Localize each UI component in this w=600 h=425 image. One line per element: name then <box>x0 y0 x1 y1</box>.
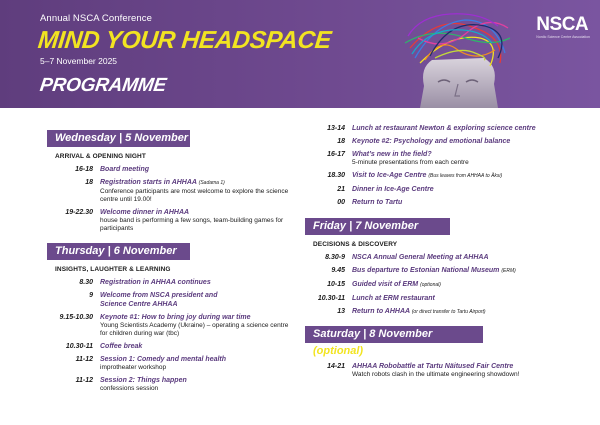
schedule-item <box>305 307 585 317</box>
section-heading: INSIGHTS, LAUGHTER & LEARNING <box>55 266 171 273</box>
item-title: Return to AHHAA (or direct transfer to Tartu Airport) <box>352 308 486 315</box>
day-label: Friday | 7 November <box>305 218 450 235</box>
item-time: 11-12 <box>75 356 93 363</box>
day-saturday <box>305 326 585 379</box>
item-note: (ERM) <box>501 268 516 274</box>
day-label: Thursday | 6 November <box>47 243 190 260</box>
item-description: confessions session <box>100 385 159 392</box>
item-time: 8.30 <box>79 279 93 286</box>
item-time: 16-17 <box>327 151 345 158</box>
item-title: What’s new in the field? <box>352 151 432 158</box>
item-time: 16-18 <box>75 166 93 173</box>
schedule-item <box>305 124 585 133</box>
schedule-item <box>47 291 297 309</box>
day-friday <box>305 216 585 317</box>
item-description: Watch robots clash in the ultimate engineering showdown! <box>352 371 520 378</box>
item-description: house band is performing a few songs, team-building games for participants <box>100 217 284 232</box>
item-description: 5-minute presentations from each centre <box>352 159 469 166</box>
item-title: Return to Tartu <box>352 199 403 206</box>
conference-title: MIND YOUR HEADSPACE <box>36 27 333 54</box>
schedule-item <box>47 313 297 338</box>
item-title: Bus departure to Estonian National Museum (ERM) <box>352 267 516 274</box>
item-time: 10.30-11 <box>65 343 93 350</box>
logo-tagline: Nordic Science Centre Association <box>536 35 590 39</box>
item-description: improtheater workshop <box>100 364 167 371</box>
schedule-item <box>305 294 585 303</box>
item-description: Young Scientists Academy (Ukraine) – operating a science centre for children during war (tbc) <box>100 322 289 337</box>
item-title: Guided visit of ERM (optional) <box>352 281 441 288</box>
item-title: NSCA Annual General Meeting at AHHAA <box>352 254 489 261</box>
item-time: 9 <box>89 292 93 299</box>
right-column <box>305 124 585 383</box>
item-note: (optional) <box>420 282 441 288</box>
nsca-logo <box>536 14 590 39</box>
logo-mark: NSCA <box>536 14 589 35</box>
item-title: Registration starts in AHHAA (Sadama 1) <box>100 179 225 186</box>
item-time: 14-21 <box>327 363 345 370</box>
schedule-item <box>47 342 297 351</box>
item-time: 10.30-11 <box>317 295 345 302</box>
item-time: 9.45 <box>331 267 345 274</box>
schedule-item <box>47 278 297 287</box>
day-label: Saturday | 8 November (optional) <box>305 326 483 343</box>
item-time: 8.30-9 <box>325 254 345 261</box>
item-title: Welcome from NSCA president and Science Centre AHHAA <box>100 292 218 308</box>
item-time: 00 <box>337 199 345 206</box>
section-heading: DECISIONS & DISCOVERY <box>313 241 398 248</box>
item-time: 18 <box>337 138 345 145</box>
item-time: 18 <box>85 179 93 186</box>
item-title: Visit to Ice-Age Centre (Bus leaves from AHHAA to Äksi) <box>352 172 503 179</box>
item-time: 10-15 <box>327 281 345 288</box>
schedule-item <box>305 137 585 146</box>
schedule-item <box>305 198 585 207</box>
wired-head-illustration <box>380 8 530 108</box>
item-time: 18.30 <box>327 172 345 179</box>
schedule-item <box>305 253 585 262</box>
item-title: Board meeting <box>100 166 150 173</box>
item-time: 21 <box>337 186 345 193</box>
item-description: Conference participants are most welcome to explore the science centre until 19.00! <box>100 188 289 203</box>
item-time: 19-22.30 <box>65 209 93 216</box>
header-banner <box>0 0 600 108</box>
optional-tag: (optional) <box>313 345 364 357</box>
left-column <box>47 128 297 397</box>
item-title: Lunch at ERM restaurant <box>352 295 435 302</box>
item-note: (Bus leaves from AHHAA to Äksi) <box>428 173 503 179</box>
day-label: Wednesday | 5 November <box>47 130 190 147</box>
item-title: Lunch at restaurant Newton & exploring science centre <box>352 125 536 132</box>
item-note: (Sadama 1) <box>198 180 225 186</box>
conference-dates: 5–7 November 2025 <box>40 56 118 66</box>
schedule-item <box>305 171 585 181</box>
programme-heading: PROGRAMME <box>38 75 168 96</box>
item-time: 13-14 <box>327 125 345 132</box>
item-title: Session 2: Things happen <box>100 377 187 384</box>
item-title: Session 1: Comedy and mental health <box>100 356 227 363</box>
item-title: Coffee break <box>100 343 143 350</box>
item-note: (or direct transfer to Tartu Airport) <box>411 309 486 315</box>
schedule-item <box>47 165 297 174</box>
item-title: Keynote #1: How to bring joy during war time <box>100 314 251 321</box>
day-wednesday <box>47 128 297 233</box>
item-time: 13 <box>337 308 345 315</box>
day-thursday-continued <box>305 124 585 207</box>
schedule-item <box>305 362 585 379</box>
schedule-item <box>305 280 585 290</box>
item-title: AHHAA Robobattle at Tartu Näitused Fair Centre <box>352 363 514 370</box>
item-title: Welcome dinner in AHHAA <box>100 209 190 216</box>
item-title: Registration in AHHAA continues <box>100 279 211 286</box>
schedule-item <box>47 376 297 393</box>
schedule-item <box>305 150 585 167</box>
item-time: 9.15-10.30 <box>59 314 93 321</box>
schedule-item <box>305 266 585 276</box>
schedule-item <box>305 185 585 194</box>
section-heading: ARRIVAL & OPENING NIGHT <box>55 153 146 160</box>
day-thursday <box>47 241 297 393</box>
schedule-item <box>47 355 297 372</box>
schedule-item <box>47 208 297 233</box>
item-title: Keynote #2: Psychology and emotional balance <box>352 138 511 145</box>
item-time: 11-12 <box>75 377 93 384</box>
item-title: Dinner in Ice-Age Centre <box>352 186 434 193</box>
schedule-item <box>47 178 297 204</box>
conference-subtitle: Annual NSCA Conference <box>40 13 153 24</box>
